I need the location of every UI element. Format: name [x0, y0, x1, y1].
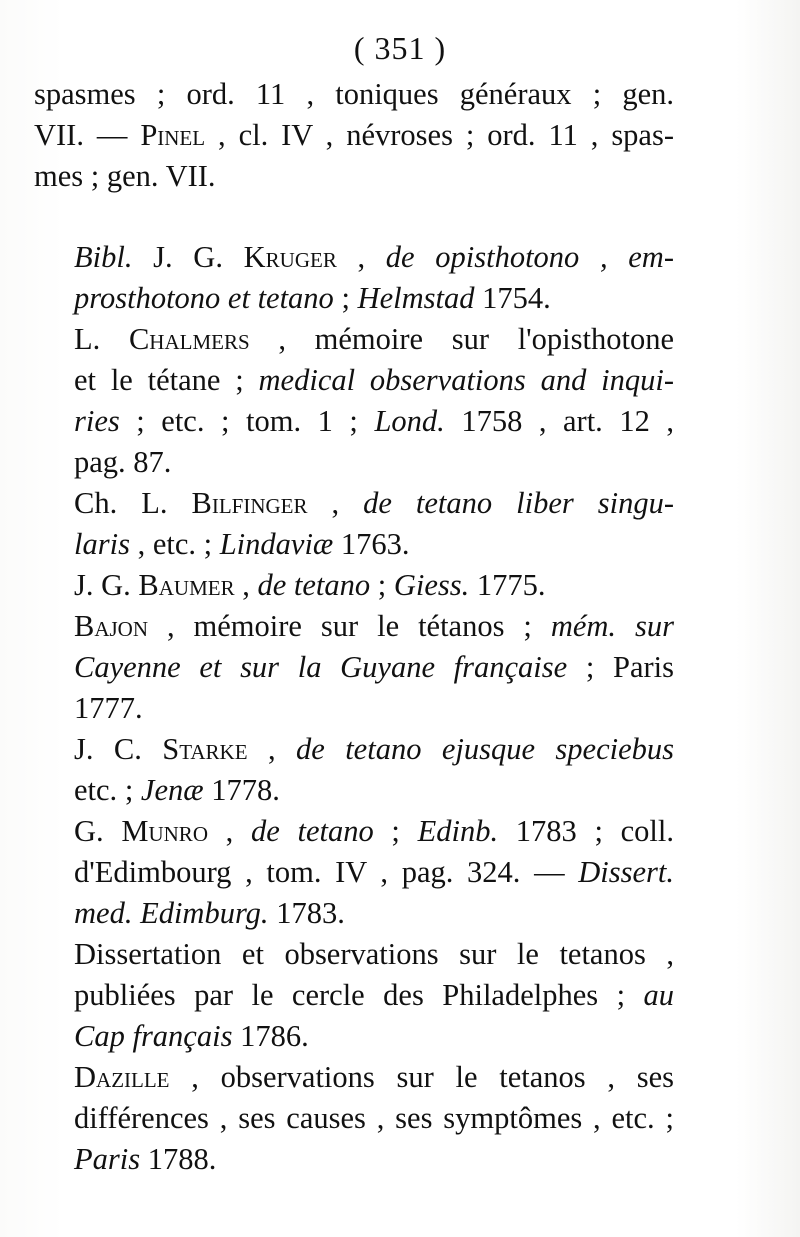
- line-text: 1777.: [74, 691, 143, 725]
- line-text: ; Paris: [567, 650, 674, 684]
- line-text: ,: [234, 568, 258, 602]
- line-text: G.: [74, 814, 122, 848]
- work-title: Dissert.: [578, 855, 674, 889]
- text-line: [34, 156, 674, 197]
- work-title: med. Edimburg.: [74, 896, 269, 930]
- bibliography-entry: [34, 565, 674, 606]
- text-line: [34, 483, 674, 524]
- author-name: Bilfinger: [191, 486, 308, 520]
- text-line: [34, 1098, 674, 1139]
- line-text: ,: [207, 814, 251, 848]
- line-text: 1783 ; coll.: [498, 814, 674, 848]
- text-line: [34, 401, 674, 442]
- author-name: Munro: [121, 814, 208, 848]
- line-text: ,: [336, 240, 386, 274]
- place: Helmstad: [357, 281, 475, 315]
- page-body: [34, 74, 674, 1180]
- text-line: [34, 278, 674, 319]
- text-line: [34, 1139, 674, 1180]
- line-text: J. C.: [74, 732, 163, 766]
- work-title: de opisthotono , em-: [385, 240, 674, 274]
- place: Lindaviæ: [219, 527, 334, 561]
- line-text: 1763.: [333, 527, 410, 561]
- place: Jenæ: [140, 773, 204, 807]
- line-text: VII. —: [34, 118, 141, 152]
- text-line: [34, 729, 674, 770]
- text-line: [34, 811, 674, 852]
- line-text: pag. 87.: [74, 445, 172, 479]
- text-line: [34, 442, 674, 483]
- line-text: ,: [307, 486, 364, 520]
- place: Paris: [74, 1142, 141, 1176]
- bibliography-entry: [34, 237, 674, 319]
- line-text: d'Edimbourg , tom. IV , pag. 324. —: [74, 855, 579, 889]
- line-text: etc.: [74, 773, 118, 807]
- line-text: et le tétane ;: [74, 363, 259, 397]
- line-text: spasmes ; ord. 11 , toniques généraux ; gen.: [34, 77, 674, 111]
- line-text: L.: [74, 322, 129, 356]
- work-title: medical observations and inqui-: [258, 363, 674, 397]
- work-title: ries: [74, 404, 120, 438]
- text-line: [34, 647, 674, 688]
- text-line: [34, 934, 674, 975]
- text-line: [34, 1057, 674, 1098]
- author-name: Dazille: [74, 1060, 170, 1094]
- work-title: mém. sur: [550, 609, 674, 643]
- line-text: ;: [373, 814, 418, 848]
- bibliography-entry: [34, 1057, 674, 1180]
- work-title: de tetano liber singu-: [363, 486, 674, 520]
- work-title: de tetano ejusque speciebus: [296, 732, 675, 766]
- author-name: Kruger: [243, 240, 337, 274]
- page-number: ( 351 ): [353, 30, 447, 66]
- author-name: Pinel: [140, 118, 206, 152]
- author-name: Starke: [162, 732, 248, 766]
- text-line: [34, 688, 674, 729]
- author-name: Bajon: [74, 609, 149, 643]
- bibliography-entry: [34, 729, 674, 811]
- text-line: [34, 606, 674, 647]
- line-text: ; etc. ; tom. 1 ;: [119, 404, 375, 438]
- line-text: ;: [117, 773, 141, 807]
- line-text: , observations sur le tetanos , ses: [169, 1060, 674, 1094]
- text-line: [34, 565, 674, 606]
- line-text: , etc. ;: [129, 527, 220, 561]
- line-text: 1758 , art. 12 ,: [444, 404, 675, 438]
- line-text: ;: [370, 568, 394, 602]
- work-title: de tetano: [251, 814, 374, 848]
- place: Lond.: [374, 404, 445, 438]
- line-text: ,: [247, 732, 297, 766]
- bibliography-entry: [34, 483, 674, 565]
- line-text: 1786.: [232, 1019, 309, 1053]
- line-text: publiées par le cercle des Philadelphes ;: [74, 978, 644, 1012]
- text-line: [34, 893, 674, 934]
- text-line: [34, 1016, 674, 1057]
- continued-paragraph: [34, 74, 674, 197]
- line-text: , mémoire sur l'opisthotone: [249, 322, 674, 356]
- line-text: , mémoire sur le tétanos ;: [148, 609, 551, 643]
- work-title: prosthotono et tetano: [74, 281, 334, 315]
- text-line: [34, 852, 674, 893]
- text-line: [34, 74, 674, 115]
- place: Giess.: [393, 568, 470, 602]
- line-text: 1788.: [140, 1142, 217, 1176]
- line-text: 1754.: [474, 281, 551, 315]
- work-title: laris: [74, 527, 130, 561]
- work-title: Cayenne et sur la Guyane française: [74, 650, 568, 684]
- text-line: [34, 237, 674, 278]
- work-title: de tetano: [257, 568, 371, 602]
- text-line: [34, 360, 674, 401]
- line-text: J. G.: [74, 568, 139, 602]
- line-text: ;: [333, 281, 358, 315]
- bibliography-entry: [34, 934, 674, 1057]
- author-name: Baumer: [138, 568, 235, 602]
- line-text: différences , ses causes , ses symptômes , etc. ;: [74, 1101, 674, 1135]
- text-line: [34, 770, 674, 811]
- bibl-label: Bibl.: [74, 240, 133, 274]
- text-line: [34, 524, 674, 565]
- line-text: 1783.: [268, 896, 345, 930]
- text-line: [34, 319, 674, 360]
- line-text: mes ; gen. VII.: [34, 159, 216, 193]
- line-text: 1775.: [469, 568, 546, 602]
- place: Edinb.: [417, 814, 499, 848]
- line-text: 1778.: [203, 773, 280, 807]
- place: Cap français: [74, 1019, 233, 1053]
- line-text: Ch. L.: [74, 486, 192, 520]
- text-line: [34, 115, 674, 156]
- line-text: , cl. IV , névroses ; ord. 11 , spas-: [205, 118, 674, 152]
- bibliography-entry: [34, 811, 674, 934]
- line-text: J. G.: [132, 240, 244, 274]
- bibliography-entry: [34, 319, 674, 483]
- author-name: Chalmers: [128, 322, 250, 356]
- line-text: Dissertation et observations sur le tetanos ,: [74, 937, 674, 971]
- text-line: [34, 975, 674, 1016]
- bibliography-entry: [34, 606, 674, 729]
- place: au: [643, 978, 674, 1012]
